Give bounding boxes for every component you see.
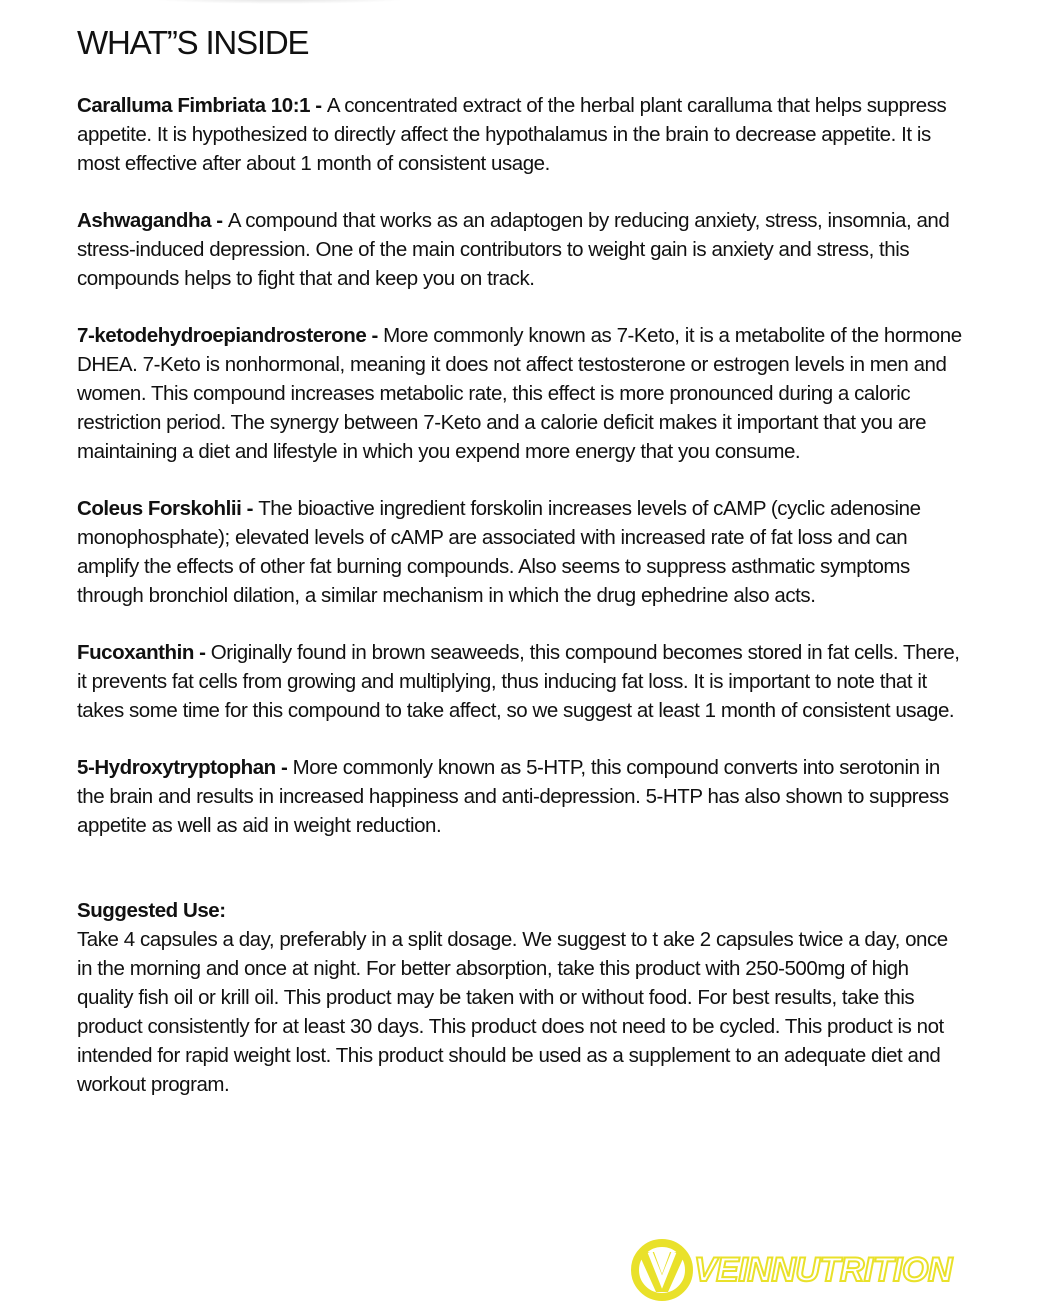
ingredient-ashwagandha bbox=[77, 206, 967, 293]
suggested-use-heading: Suggested Use: bbox=[77, 899, 226, 922]
ingredient-name: Caralluma Fimbriata 10:1 - bbox=[77, 94, 327, 117]
ingredient-description: A compound that works as an adaptogen by reducing anxiety, stress, insomnia, and stress-induced depression. One of the main contributors to weight gain is anxiety and stress, this compounds helps to fight that and keep you on track. bbox=[77, 209, 950, 290]
vn-logo-mark-icon bbox=[630, 1238, 694, 1302]
ingredient-description: Originally found in brown seaweeds, this compound becomes stored in fat cells. There, it prevents fat cells from growing and multiplying, thus inducing fat loss. It is important to note that it takes some time for this compound to take affect, so we suggest at least 1 month of consistent usage. bbox=[77, 641, 960, 722]
top-shadow bbox=[150, 0, 410, 4]
veinnutrition-logo bbox=[630, 1238, 975, 1302]
ingredient-caralluma bbox=[77, 91, 967, 178]
ingredient-7-keto bbox=[77, 321, 967, 466]
suggested-use-section bbox=[77, 896, 967, 1099]
ingredient-coleus-forskohlii bbox=[77, 494, 967, 610]
ingredient-name: Fucoxanthin - bbox=[77, 641, 211, 664]
ingredient-description: More commonly known as 7-Keto, it is a metabolite of the hormone DHEA. 7-Keto is nonhormonal, meaning it does not affect testosterone or estrogen levels in men and women. This compound increases metabolic rate, this effect is more pronounced during a caloric restriction period. The synergy between 7-Keto and a calorie deficit makes it important that you are maintaining a diet and lifestyle in which you expend more energy that you consume. bbox=[77, 324, 962, 463]
ingredient-name: 7-ketodehydroepiandrosterone - bbox=[77, 324, 384, 347]
logo-wordmark: VEINNUTRITION bbox=[694, 1251, 952, 1289]
suggested-use-text: Take 4 capsules a day, preferably in a split dosage. We suggest to t ake 2 capsules twice a day, once in the morning and once at night. For better absorption, take this product with 250-500mg of high quality fish oil or krill oil. This product may be taken with or without food. For best results, take this product consistently for at least 30 days. This product does not need to be cycled. This product is not intended for rapid weight lost. This product should be used as a supplement to an adequate diet and workout program. bbox=[77, 928, 948, 1096]
ingredient-fucoxanthin bbox=[77, 638, 967, 725]
ingredient-name: Ashwagandha - bbox=[77, 209, 228, 232]
ingredient-name: 5-Hydroxytryptophan - bbox=[77, 756, 293, 779]
ingredient-description: A concentrated extract of the herbal plant caralluma that helps suppress appetite. It is hypothesized to directly affect the hypothalamus in the brain to decrease appetite. It is most effective after about 1 month of consistent usage. bbox=[77, 94, 947, 175]
ingredient-description: More commonly known as 5-HTP, this compound converts into serotonin in the brain and results in increased happiness and anti-depression. 5-HTP has also shown to suppress appetite as well as aid in weight reduction. bbox=[77, 756, 949, 837]
ingredient-name: Coleus Forskohlii - bbox=[77, 497, 259, 520]
ingredient-description: The bioactive ingredient forskolin increases levels of cAMP (cyclic adenosine monophosphate); elevated levels of cAMP are associated with increased rate of fat loss and can amplify the effects of other fat burning compounds. Also seems to suppress asthmatic symptoms through bronchiol dilation, a similar mechanism in which the drug ephedrine also acts. bbox=[77, 497, 921, 607]
content bbox=[77, 91, 967, 1099]
ingredient-5-htp bbox=[77, 753, 967, 840]
page-title: WHAT”S INSIDE bbox=[77, 24, 309, 61]
